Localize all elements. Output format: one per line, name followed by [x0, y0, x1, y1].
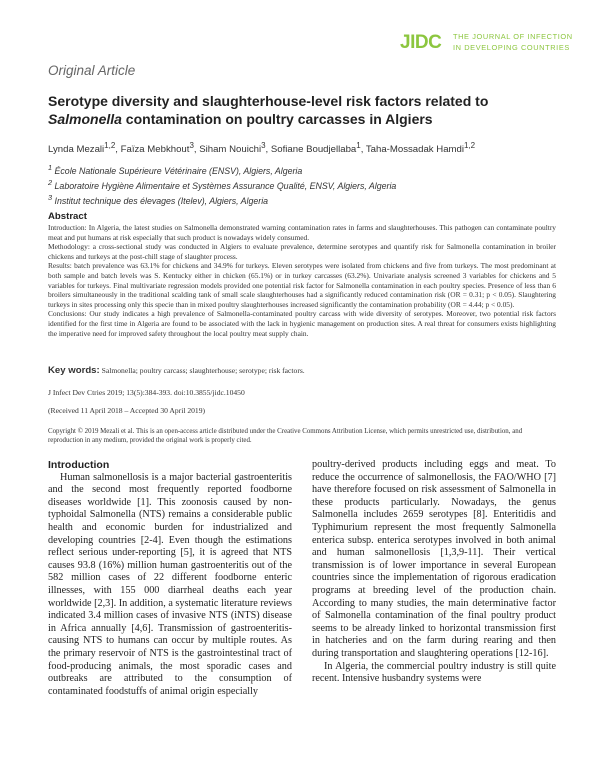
- author-name: Lynda Mezali: [48, 144, 105, 156]
- author-affil-sup: 3: [189, 141, 194, 150]
- title-part1: Serotype diversity and slaughterhouse-level risk factors related to: [48, 93, 489, 109]
- author-affil-sup: 1: [356, 141, 361, 150]
- affiliation-list: [48, 162, 568, 207]
- title-italic: Salmonella: [48, 111, 122, 127]
- affiliation-sup: 2: [48, 178, 53, 188]
- received-dates: (Received 11 April 2018 – Accepted 30 April 2019): [48, 406, 206, 415]
- introduction-paragraph: In Algeria, the commercial poultry industry is still quite recent. Intensive husbandry systems were: [312, 660, 556, 685]
- abstract-heading: Abstract: [48, 211, 87, 222]
- introduction-paragraph: Human salmonellosis is a major bacterial gastroenteritis and the second most frequently reported foodborne diseases worldwide [1]. This zoonosis caused by non-typhoidal Salmonella (NTS) remains a considerable public health and economic burden for industrialized and developing countries [2-4]. Even though the estimations reflect serious under-reporting [5], it is agreed that NTS causes 93.8 (16%) million human gastroenteritis out of the 582 million cases of 22 different foodborne enteric illnesses, with 155 000 diarrheal deaths each year worldwide [2,3]. In addition, a systematic literature reviews indicated 3.4 million cases of invasive NTS (iNTS) disease in Africa annually [4,6]. Transmission of gastroenteritis-causing NTS to humans can occur by multiple routes. As the primary reservoir of NTS is the gastrointestinal tract of food-producing animals, the most sporadic cases and outbreaks are attributed to the consumption of contaminated foodstuffs of animal origin especially: [48, 471, 292, 697]
- article-type: Original Article: [48, 63, 136, 78]
- copyright-notice: Copyright © 2019 Mezali et al. This is an open-access article distributed under the Creative Commons Attribution License, which permits unrestricted use, distribution, and reproduction in any medium, provided the original work is properly cited.: [48, 428, 523, 445]
- author-affil-sup: 1,2: [464, 141, 476, 150]
- author-name: Sofiane Boudjellaba: [270, 144, 357, 156]
- author-list: Lynda Mezali$^{1,2}$, Faïza Mebkhout$^3$, Siham Nouichi$^3$, Sofiane Boudjellaba$^1$, Taha-Mossadak Hamdi$^{1,2}$: [48, 141, 476, 156]
- introduction-paragraph: poultry-derived products including eggs and meat. To reduce the occurrence of salmonellosis, the FAO/WHO [7] have therefore focused on risk assessment of Salmonella in these products particularly. Nowadays, the genus Salmonella includes 2659 serotypes [8]. Enteritidis and Typhimurium represent the most frequently Salmonella enterica subsp. enterica serotypes involved in both animal and human salmonellosis [1,3,9-11]. Their vertical transmission is of lower importance in several European countries since the implementation of rigorous eradication programs at breeding level of the production chain. According to many studies, the main determinative factor of Salmonella contamination of the final poultry product seems to be already linked to horizontal transmission first in hatcheries and on the farm during rearing and then during transportation and slaughtering operations [12-16].: [312, 459, 556, 659]
- author-name: Siham Nouichi: [199, 144, 262, 156]
- affiliation: [48, 192, 568, 207]
- affiliation-text: Laboratoire Hygiène Alimentaire et Systèmes Assurance Qualité, ENSV, Algiers, Algeria: [54, 181, 397, 192]
- article-title: [48, 92, 558, 128]
- title-part2: contamination on poultry carcasses in Algiers: [121, 111, 433, 127]
- author-name: Taha-Mossadak Hamdi: [365, 144, 464, 156]
- keywords: [48, 365, 556, 376]
- affiliation: [48, 177, 568, 192]
- affiliation-text: Institut technique des élevages (Itelev), Algiers, Algeria: [54, 196, 269, 207]
- author-affil-sup: 3: [261, 141, 266, 150]
- citation: J Infect Dev Ctries 2019; 13(5):384-393. doi:10.3855/jidc.10450: [48, 388, 245, 397]
- introduction-heading: Introduction: [48, 459, 110, 471]
- affiliation-text: École Nationale Supérieure Vétérinaire (ENSV), Algiers, Algeria: [54, 165, 303, 176]
- journal-name-line2: IN DEVELOPING COUNTRIES: [453, 43, 570, 52]
- journal-logo: [400, 30, 573, 56]
- journal-logo-mark: JIDC: [400, 32, 442, 53]
- keywords-text: Salmonella; poultry carcass; slaughterhouse; serotype; risk factors.: [101, 366, 305, 375]
- abstract-results: Results: batch prevalence was 63.1% for chickens and 34.9% for turkeys. Eleven serotypes were isolated from chickens and five from turkeys. The most predominant at both sample and batch levels was S. Kentucky either in chicken (65.1%) or in turkey carcasses (63.2%). Univariate analysis screened 3 variables for chickens and 5 variables for turkeys. Final multivariate regression models provided one potential risk factor for Salmonella contamination in each poultry species. Presence of less than 6 broilers simultaneously in the traditional scalding tank of small scale slaughterhouses had a significantly reduced contamination risk (OR = 0.31; p < 0.05). Slaughtering turkeys in sites processing only this specie than in mixed poultry slaughterhouses increased significantly the contamination probability (OR = 4.44; p < 0.05).: [48, 261, 556, 309]
- body-column-left: [48, 459, 292, 698]
- abstract-conclusions: Conclusions: Our study indicates a high prevalence of Salmonella-contaminated poultry carcass with wide diversity of serotypes. Moreover, two potential risk factors identified for the first time in Algeria are found to be associated with the lack in hygienic management on production sites. A real threat for consumers exists highlighting the imperative need for improved safety throughout the local poultry meat supply chain.: [48, 309, 556, 338]
- abstract-methodology: Methodology: a cross-sectional study was conducted in Algiers to evaluate prevalence, determine serotypes and quantify risk for Salmonella contamination in broiler chickens and turkeys at the post-chill stage of slaughter process.: [48, 242, 556, 261]
- affiliation-sup: 3: [48, 193, 53, 203]
- author-affil-sup: 1,2: [104, 141, 116, 150]
- body-column-right: [312, 459, 556, 686]
- journal-name-line1: THE JOURNAL OF INFECTION: [453, 32, 573, 41]
- abstract-body: [48, 223, 556, 338]
- abstract-introduction: Introduction: In Algeria, the latest studies on Salmonella demonstrated warning contamination rates in farms and slaughterhouses. This pathogen can contaminate poultry meat and put humans at risk especially that such product is nowadays widely consumed.: [48, 223, 556, 242]
- author-name: Faïza Mebkhout: [120, 144, 190, 156]
- affiliation: [48, 162, 568, 177]
- affiliation-sup: 1: [48, 163, 53, 172]
- keywords-heading: Key words:: [48, 365, 100, 376]
